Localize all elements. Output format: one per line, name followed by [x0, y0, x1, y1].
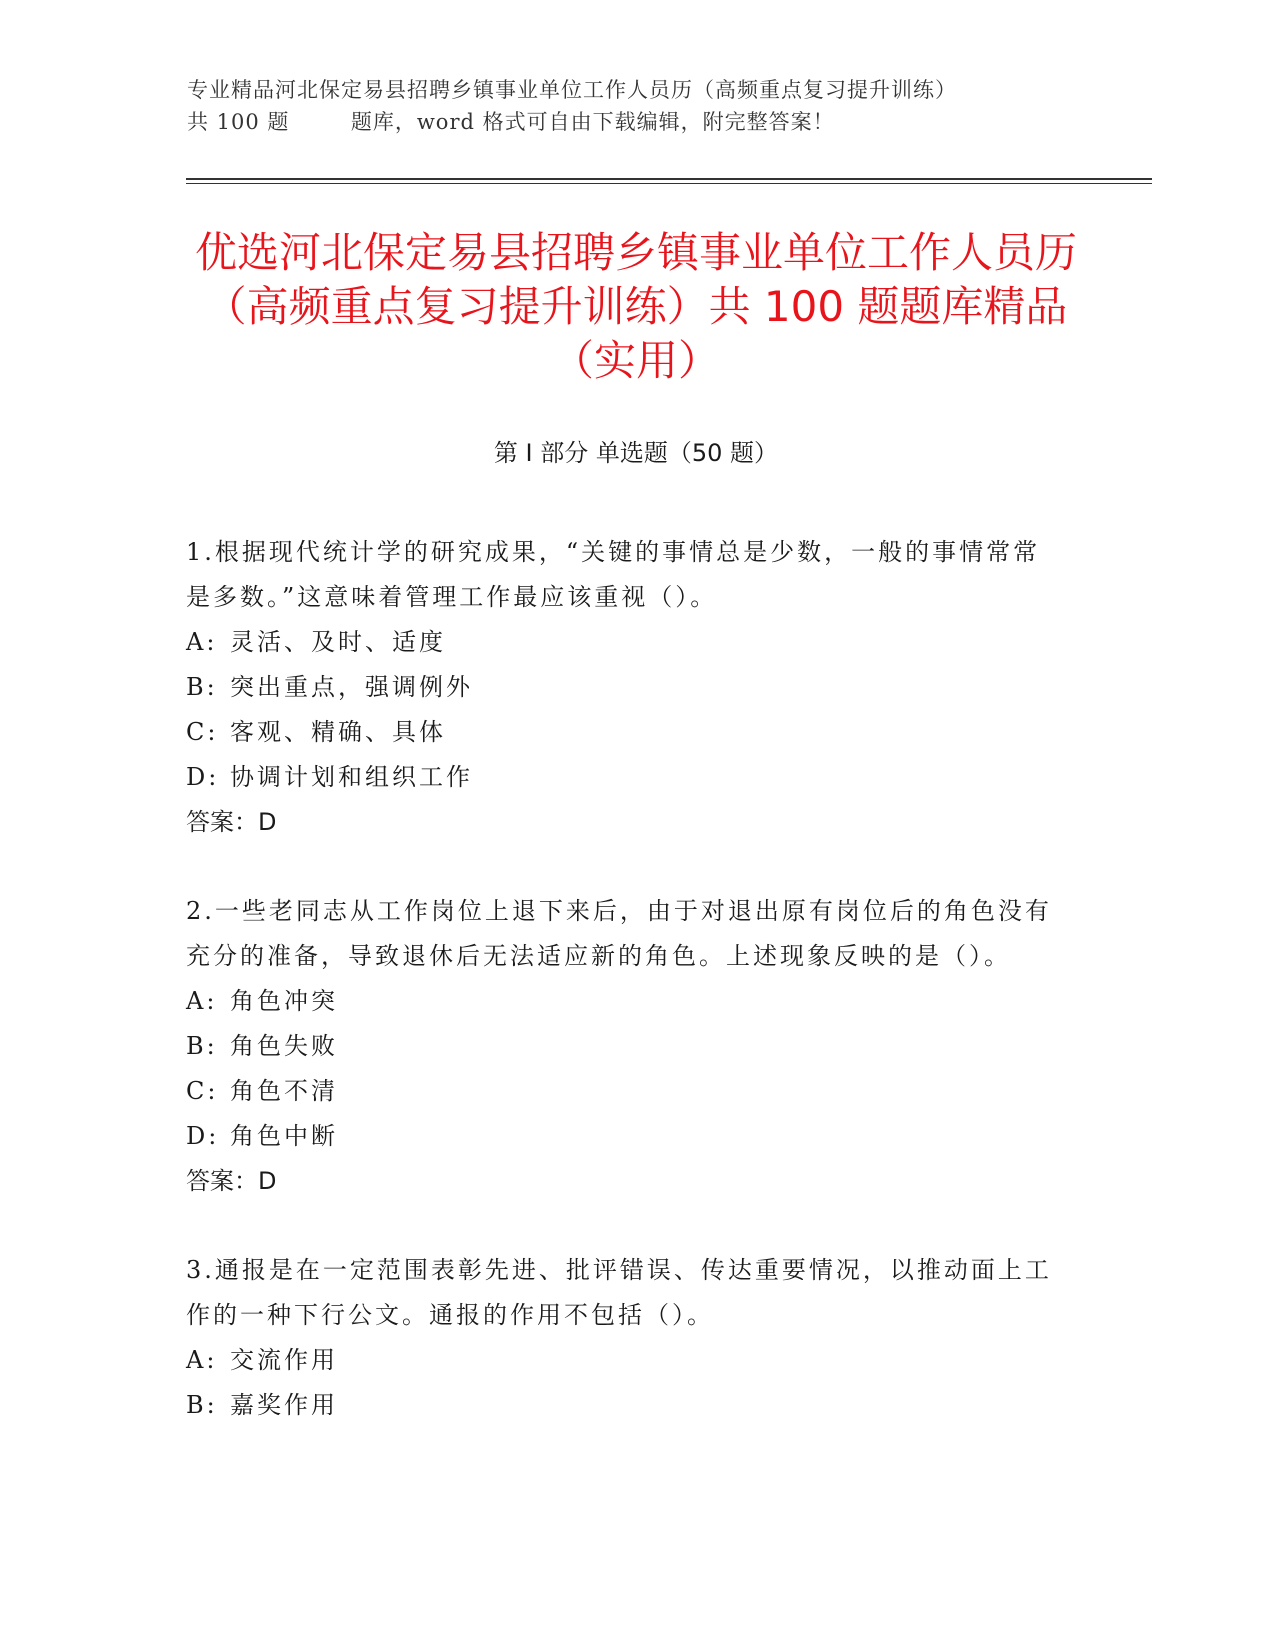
option-letter: A:: [186, 987, 218, 1015]
answer-value: D: [258, 1167, 277, 1195]
option-letter: A:: [186, 1346, 218, 1374]
question-item: [186, 889, 1066, 1204]
answer-value: D: [258, 808, 277, 836]
question-item: [186, 530, 1066, 845]
option-text: 客观、精确、具体: [230, 718, 446, 746]
option-text: 交流作用: [230, 1346, 338, 1374]
question-stem: 1.根据现代统计学的研究成果，“关键的事情总是少数，一般的事情常常是多数。”这意味着管理工作最应该重视（）。: [186, 538, 1041, 611]
question-option: [186, 665, 1066, 710]
option-letter: D:: [186, 763, 220, 791]
header-divider-thick: [186, 178, 1152, 180]
option-letter: B:: [186, 673, 218, 701]
header-divider-thin: [186, 183, 1152, 184]
question-option: [186, 710, 1066, 755]
question-list: [186, 530, 1066, 1472]
option-letter: B:: [186, 1032, 218, 1060]
question-option: [186, 1114, 1066, 1159]
question-option: [186, 755, 1066, 800]
question-item: [186, 1248, 1066, 1428]
question-stem: 2.一些老同志从工作岗位上退下来后，由于对退出原有岗位后的角色没有充分的准备，导致退休后无法适应新的角色。上述现象反映的是（）。: [186, 897, 1052, 970]
header-line-1: 专业精品河北保定易县招聘乡镇事业单位工作人员历（高频重点复习提升训练）: [187, 78, 957, 102]
option-letter: C:: [186, 718, 219, 746]
question-option: [186, 1024, 1066, 1069]
option-letter: A:: [186, 628, 218, 656]
document-title: 优选河北保定易县招聘乡镇事业单位工作人员历（高频重点复习提升训练）共 100 题题库精品（实用）: [194, 228, 1077, 385]
question-option: [186, 1338, 1066, 1383]
option-letter: B:: [186, 1391, 218, 1419]
question-answer: [186, 800, 1066, 845]
option-text: 灵活、及时、适度: [230, 628, 446, 656]
header-line-2: 共 100 题 题库，word 格式可自由下载编辑，附完整答案！: [187, 110, 835, 134]
section-title: 第 I 部分 单选题（50 题）: [493, 439, 779, 467]
option-letter: C:: [186, 1077, 219, 1105]
option-text: 协调计划和组织工作: [230, 763, 473, 791]
answer-label: 答案：: [186, 808, 258, 836]
question-option: [186, 1069, 1066, 1114]
question-option: [186, 979, 1066, 1024]
page-header: [187, 74, 1087, 138]
question-option: [186, 620, 1066, 665]
option-text: 嘉奖作用: [230, 1391, 338, 1419]
option-text: 角色失败: [230, 1032, 338, 1060]
option-text: 突出重点，强调例外: [230, 673, 473, 701]
question-answer: [186, 1159, 1066, 1204]
question-option: [186, 1383, 1066, 1428]
answer-label: 答案：: [186, 1167, 258, 1195]
question-stem: 3.通报是在一定范围表彰先进、批评错误、传达重要情况，以推动面上工作的一种下行公文。通报的作用不包括（）。: [186, 1256, 1052, 1329]
option-text: 角色冲突: [230, 987, 338, 1015]
option-letter: D:: [186, 1122, 220, 1150]
option-text: 角色不清: [230, 1077, 338, 1105]
option-text: 角色中断: [230, 1122, 338, 1150]
